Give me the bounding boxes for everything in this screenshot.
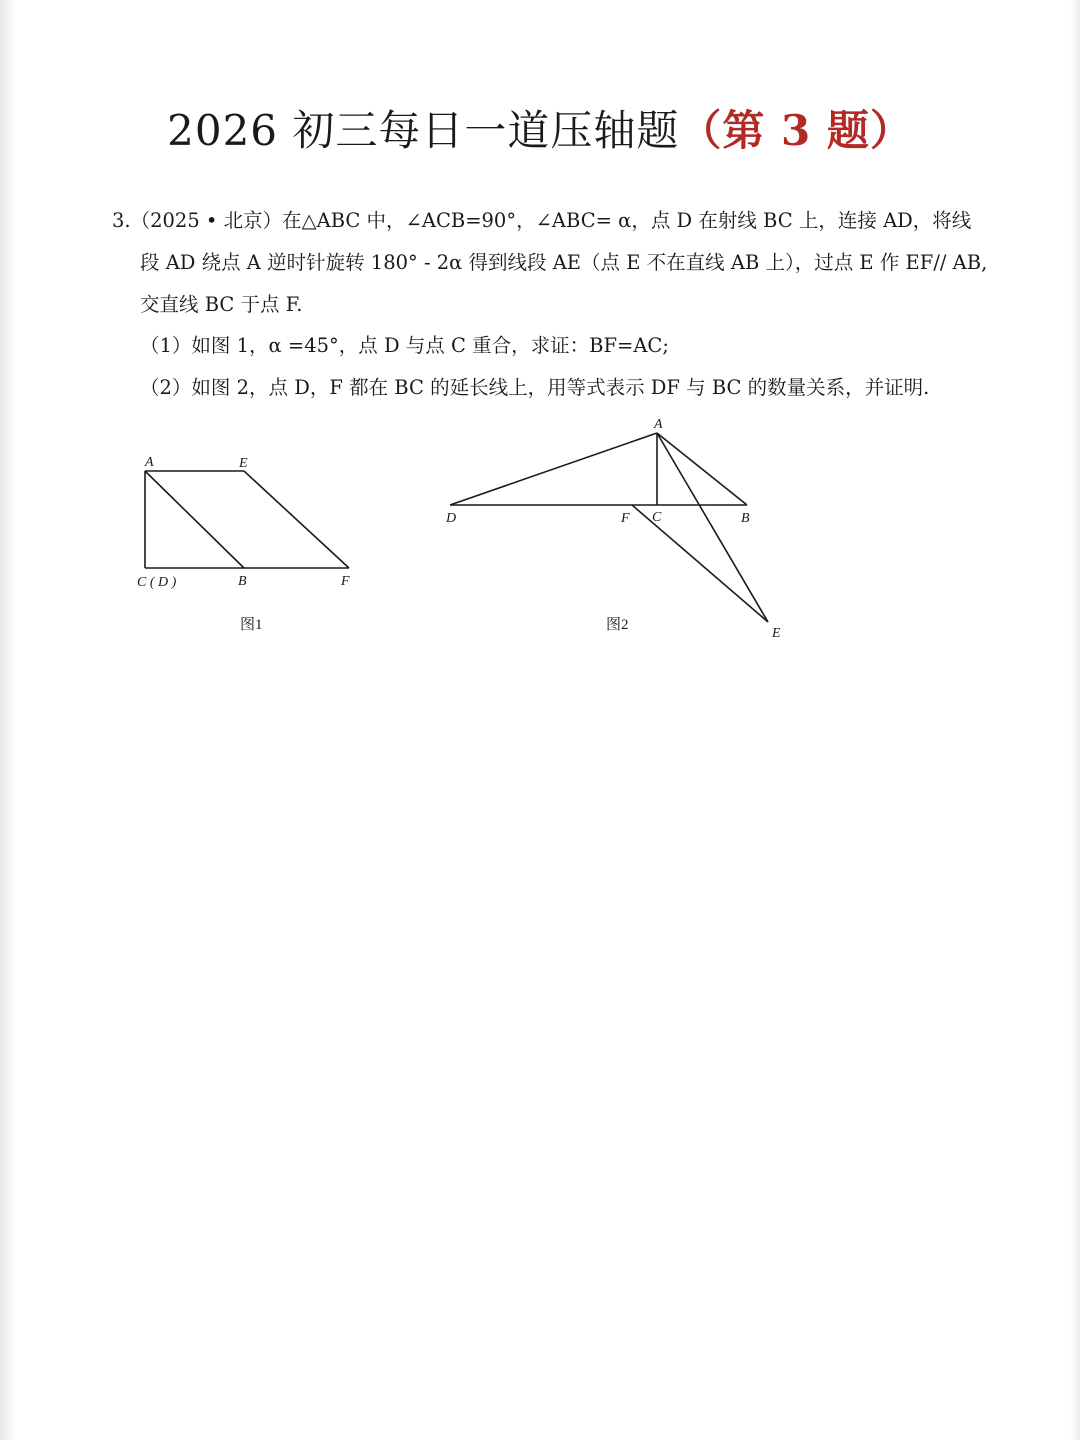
problem-line-3: 交直线 BC 于点 F. <box>140 293 303 316</box>
figure-1 <box>120 440 380 610</box>
page-edge-left <box>0 0 16 1440</box>
label-F: F <box>621 511 630 526</box>
problem-part-2: （2）如图 2，点 D，F 都在 BC 的延长线上，用等式表示 DF 与 BC 的数量关系，并证明. <box>140 376 930 399</box>
label-F: F <box>341 574 350 589</box>
segment-AE <box>657 433 768 622</box>
label-B: B <box>238 574 247 589</box>
segment-DA <box>450 433 657 505</box>
figure-1-caption: 图1 <box>240 617 263 633</box>
label-A: A <box>654 417 663 432</box>
segment-AB <box>657 433 747 505</box>
label-B: B <box>741 511 750 526</box>
label-A: A <box>145 455 154 470</box>
title-main: 2026 初三每日一道压轴题 <box>167 106 680 155</box>
problem-part-1: （1）如图 1，α =45°，点 D 与点 C 重合，求证：BF=AC; <box>140 334 669 357</box>
page-edge-right <box>1070 0 1080 1440</box>
label-C: C <box>652 510 662 525</box>
figure-2-caption: 图2 <box>606 617 629 633</box>
label-CD: C ( D ) <box>137 575 177 590</box>
label-E: E <box>772 626 781 641</box>
segment-EF <box>244 471 349 568</box>
title-highlight: （第 3 题） <box>679 106 913 155</box>
segment-AB <box>145 471 244 568</box>
label-D: D <box>446 511 457 526</box>
problem-line-1: 3.（2025 • 北京）在△ABC 中，∠ACB=90°，∠ABC= α，点 D 在射线 BC 上，连接 AD，将线 <box>112 209 972 232</box>
label-E: E <box>239 456 248 471</box>
page-title <box>0 98 1080 158</box>
problem-line-2: 段 AD 绕点 A 逆时针旋转 180° - 2α 得到线段 AE（点 E 不在直线 AB 上），过点 E 作 EF// AB, <box>140 251 988 274</box>
